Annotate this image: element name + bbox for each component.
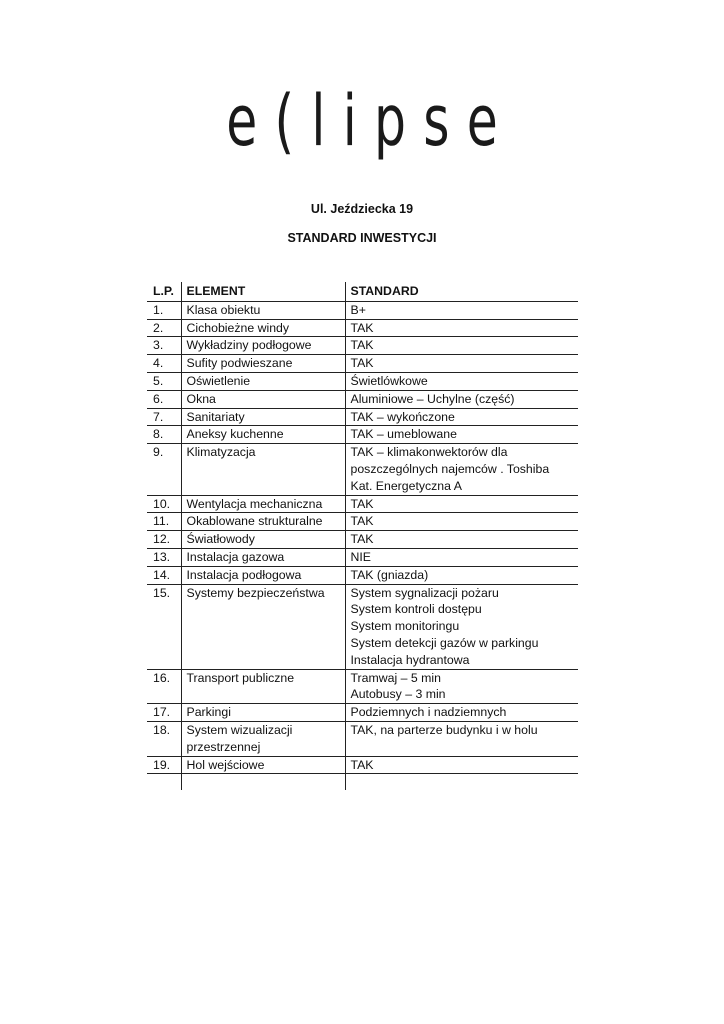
row-standard <box>345 548 578 566</box>
row-element: Klimatyzacja <box>181 444 345 495</box>
standard-line: TAK <box>350 338 374 353</box>
standard-line: TAK <box>350 757 374 772</box>
row-number: 18. <box>147 721 181 756</box>
table-row <box>147 513 578 531</box>
document-title: STANDARD INWESTYCJI <box>287 231 437 245</box>
row-number: 15. <box>147 584 181 669</box>
row-number: 11. <box>147 513 181 531</box>
table-row <box>147 372 578 390</box>
standard-line: TAK – umeblowane <box>350 427 457 442</box>
row-standard <box>345 408 578 426</box>
table-row <box>147 566 578 584</box>
row-element: System wizualizacji przestrzennej <box>181 721 345 756</box>
standard-line: B+ <box>350 302 366 317</box>
table-row <box>147 531 578 549</box>
standard-line: TAK (gniazda) <box>350 567 429 582</box>
row-standard <box>345 372 578 390</box>
table-row <box>147 390 578 408</box>
standard-line: Instalacja hydrantowa <box>350 652 470 667</box>
standard-line: TAK <box>350 356 374 371</box>
empty-cell <box>181 774 345 791</box>
row-element: Sufity podwieszane <box>181 355 345 373</box>
standard-line: NIE <box>350 549 371 564</box>
row-number: 4. <box>147 355 181 373</box>
row-standard <box>345 444 578 495</box>
row-element: Światłowody <box>181 531 345 549</box>
row-number: 8. <box>147 426 181 444</box>
column-header-standard: STANDARD <box>345 282 578 301</box>
row-number: 6. <box>147 390 181 408</box>
standard-line: System detekcji gazów w parkingu <box>350 635 539 650</box>
row-standard <box>345 495 578 513</box>
standard-line: Aluminiowe – Uchylne (część) <box>350 391 515 406</box>
row-standard <box>345 531 578 549</box>
row-standard <box>345 426 578 444</box>
empty-table-row <box>147 774 578 791</box>
table-row <box>147 355 578 373</box>
row-element: Transport publiczne <box>181 669 345 704</box>
row-number: 17. <box>147 704 181 722</box>
table-body <box>147 301 578 790</box>
table-row <box>147 426 578 444</box>
table-row <box>147 495 578 513</box>
row-number: 12. <box>147 531 181 549</box>
row-element: Parkingi <box>181 704 345 722</box>
table-row <box>147 319 578 337</box>
row-number: 7. <box>147 408 181 426</box>
row-number: 1. <box>147 301 181 319</box>
table-row <box>147 669 578 704</box>
row-standard <box>345 704 578 722</box>
row-element: Okablowane strukturalne <box>181 513 345 531</box>
row-standard <box>345 319 578 337</box>
column-header-lp: L.P. <box>147 282 181 301</box>
row-standard <box>345 669 578 704</box>
row-element: Instalacja podłogowa <box>181 566 345 584</box>
row-standard <box>345 756 578 774</box>
row-number: 9. <box>147 444 181 495</box>
standard-line: TAK – wykończone <box>350 409 455 424</box>
row-standard <box>345 390 578 408</box>
empty-cell <box>147 774 181 791</box>
standard-line: TAK <box>350 532 374 547</box>
row-element: Wykładziny podłogowe <box>181 337 345 355</box>
standard-line: Kat. Energetyczna A <box>350 478 462 493</box>
table-row <box>147 408 578 426</box>
standard-line: TAK, na parterze budynku i w holu <box>350 722 538 737</box>
row-standard <box>345 721 578 756</box>
row-number: 14. <box>147 566 181 584</box>
table-row <box>147 337 578 355</box>
standard-line: TAK <box>350 320 374 335</box>
row-element: Okna <box>181 390 345 408</box>
row-element: Aneksy kuchenne <box>181 426 345 444</box>
standard-line: System monitoringu <box>350 619 460 634</box>
table-row <box>147 301 578 319</box>
standard-line: TAK <box>350 514 374 529</box>
table-row <box>147 756 578 774</box>
row-standard <box>345 566 578 584</box>
standard-line: poszczególnych najemców . Toshiba <box>350 461 550 476</box>
row-element: Sanitariaty <box>181 408 345 426</box>
row-number: 3. <box>147 337 181 355</box>
row-standard <box>345 584 578 669</box>
column-header-element: ELEMENT <box>181 282 345 301</box>
row-number: 19. <box>147 756 181 774</box>
row-number: 16. <box>147 669 181 704</box>
table-row <box>147 584 578 669</box>
standard-line: Podziemnych i nadziemnych <box>350 705 507 720</box>
standard-line: TAK – klimakonwektorów dla <box>350 445 508 460</box>
row-element: Klasa obiektu <box>181 301 345 319</box>
row-number: 13. <box>147 548 181 566</box>
table-row <box>147 444 578 495</box>
eclipse-logo: e(lipse <box>226 80 516 162</box>
row-element: Hol wejściowe <box>181 756 345 774</box>
table-row <box>147 704 578 722</box>
row-element: Wentylacja mechaniczna <box>181 495 345 513</box>
standard-table <box>147 282 578 790</box>
row-number: 2. <box>147 319 181 337</box>
row-standard <box>345 301 578 319</box>
row-standard <box>345 513 578 531</box>
row-standard <box>345 337 578 355</box>
row-element: Oświetlenie <box>181 372 345 390</box>
standard-line: TAK <box>350 496 374 511</box>
standard-line: Autobusy – 3 min <box>350 687 446 702</box>
table-row <box>147 548 578 566</box>
table-row <box>147 721 578 756</box>
table-header-row <box>147 282 578 301</box>
row-standard <box>345 355 578 373</box>
standard-line: System kontroli dostępu <box>350 602 482 617</box>
address-heading: Ul. Jeździecka 19 <box>310 202 414 216</box>
empty-cell <box>345 774 578 791</box>
row-element: Systemy bezpieczeństwa <box>181 584 345 669</box>
row-element: Cichobieżne windy <box>181 319 345 337</box>
standard-line: Tramwaj – 5 min <box>350 670 441 685</box>
standard-line: System sygnalizacji pożaru <box>350 585 499 600</box>
standard-line: Świetlówkowe <box>350 373 428 388</box>
row-number: 10. <box>147 495 181 513</box>
row-element: Instalacja gazowa <box>181 548 345 566</box>
row-number: 5. <box>147 372 181 390</box>
